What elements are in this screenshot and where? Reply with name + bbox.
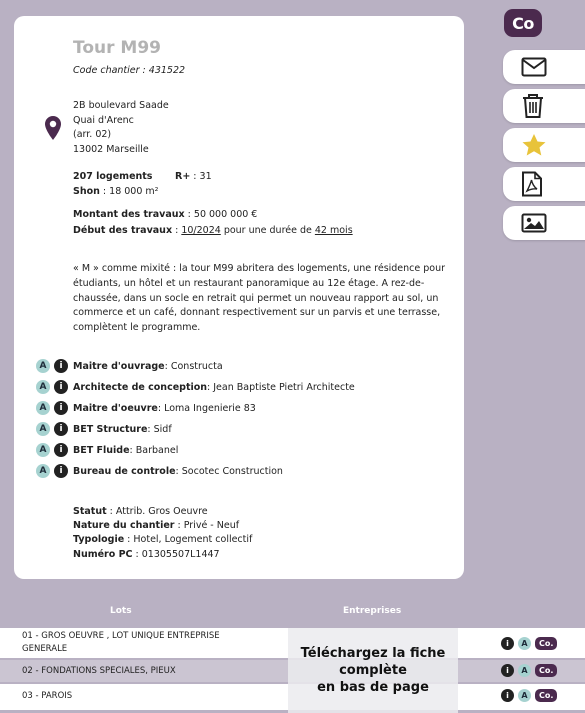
project-status: [73, 505, 252, 562]
co-logo-button[interactable]: Co: [504, 9, 542, 37]
favorite-button[interactable]: [503, 128, 585, 162]
delete-button[interactable]: [503, 89, 585, 123]
co-badge[interactable]: Co.: [535, 637, 557, 650]
info-icon[interactable]: i: [54, 380, 68, 394]
project-title: Tour M99: [73, 38, 161, 58]
pdf-button[interactable]: [503, 167, 585, 201]
project-address: 2B boulevard Saade Quai d'Arenc (arr. 02) 13002 Marseille: [73, 100, 169, 155]
project-description: « M » comme mixité : la tour M99 abritera des logements, une résidence pour étudiants, un hôtel et un restaurant panoramique au 12e étage. A rez-de-chaussée, dans un socle en retrait qui permet un nouveau rapport au sol, un commerce et un café, donnant respectivement sur un parvis et une terrasse, complètent le programme.: [73, 263, 446, 334]
rplus-floors: R+ : 31: [175, 171, 212, 182]
actor-a-badge[interactable]: A: [36, 380, 50, 394]
numero-pc-line: Numéro PC : 01305507L1447: [73, 548, 220, 560]
actor-a-badge[interactable]: A: [518, 637, 531, 650]
column-entreprises: Entreprises: [343, 606, 402, 616]
info-icon[interactable]: i: [54, 401, 68, 415]
info-icon[interactable]: i: [501, 637, 514, 650]
row-actions: [501, 689, 557, 702]
actor-maitre-oeuvre: A i Maitre d'oeuvre : Loma Ingenierie 83: [36, 401, 256, 415]
row-actions: [501, 664, 557, 677]
co-badge[interactable]: Co.: [535, 664, 557, 677]
download-overlay: Téléchargez la fiche complète en bas de page: [288, 628, 458, 713]
project-card: [14, 16, 464, 579]
logements-count: 207 logements: [73, 171, 153, 182]
map-pin-icon: [44, 115, 62, 141]
lot-label: 02 - FONDATIONS SPECIALES, PIEUX: [22, 666, 176, 676]
actor-a-badge[interactable]: A: [36, 464, 50, 478]
image-button[interactable]: [503, 206, 585, 240]
email-button[interactable]: [503, 50, 585, 84]
actor-a-badge[interactable]: A: [518, 689, 531, 702]
info-icon[interactable]: i: [54, 464, 68, 478]
pdf-icon: [521, 171, 543, 197]
actor-maitre-ouvrage: A i Maitre d'ouvrage : Constructa: [36, 359, 223, 373]
actor-a-badge[interactable]: A: [36, 422, 50, 436]
status-line: Statut : Attrib. Gros Oeuvre: [73, 506, 208, 517]
info-icon[interactable]: i: [54, 359, 68, 373]
star-icon: [521, 133, 547, 157]
co-badge[interactable]: Co.: [535, 689, 557, 702]
envelope-icon: [521, 57, 547, 77]
info-icon[interactable]: i: [501, 664, 514, 677]
typologie-line: Typologie : Hotel, Logement collectif: [73, 534, 253, 546]
actor-a-badge[interactable]: A: [36, 443, 50, 457]
shon-area: Shon : 18 000 m²: [73, 186, 159, 197]
lot-label: 03 - PAROIS: [22, 691, 73, 701]
project-code: Code chantier : 431522: [73, 65, 186, 76]
row-actions: [501, 637, 557, 650]
actor-a-badge[interactable]: A: [518, 664, 531, 677]
actor-bureau-controle: A i Bureau de controle : Socotec Construction: [36, 464, 283, 478]
montant-travaux: Montant des travaux : 50 000 000 €: [73, 209, 258, 220]
nature-line: Nature du chantier : Privé - Neuf: [73, 520, 240, 532]
image-icon: [521, 213, 547, 233]
info-icon[interactable]: i: [54, 422, 68, 436]
actor-bet-structure: A i BET Structure : Sidf: [36, 422, 172, 436]
info-icon[interactable]: i: [54, 443, 68, 457]
lot-label: 01 - GROS OEUVRE , LOT UNIQUE ENTREPRISE GENERALE: [22, 631, 220, 654]
info-icon[interactable]: i: [501, 689, 514, 702]
actor-a-badge[interactable]: A: [36, 359, 50, 373]
column-lots: Lots: [110, 606, 132, 616]
actor-a-badge[interactable]: A: [36, 401, 50, 415]
trash-icon: [521, 93, 545, 119]
debut-travaux: Début des travaux : 10/2024 pour une durée de 42 mois: [73, 225, 353, 236]
actor-bet-fluide: A i BET Fluide : Barbanel: [36, 443, 178, 457]
actor-architecte: A i Architecte de conception : Jean Baptiste Pietri Architecte: [36, 380, 355, 394]
